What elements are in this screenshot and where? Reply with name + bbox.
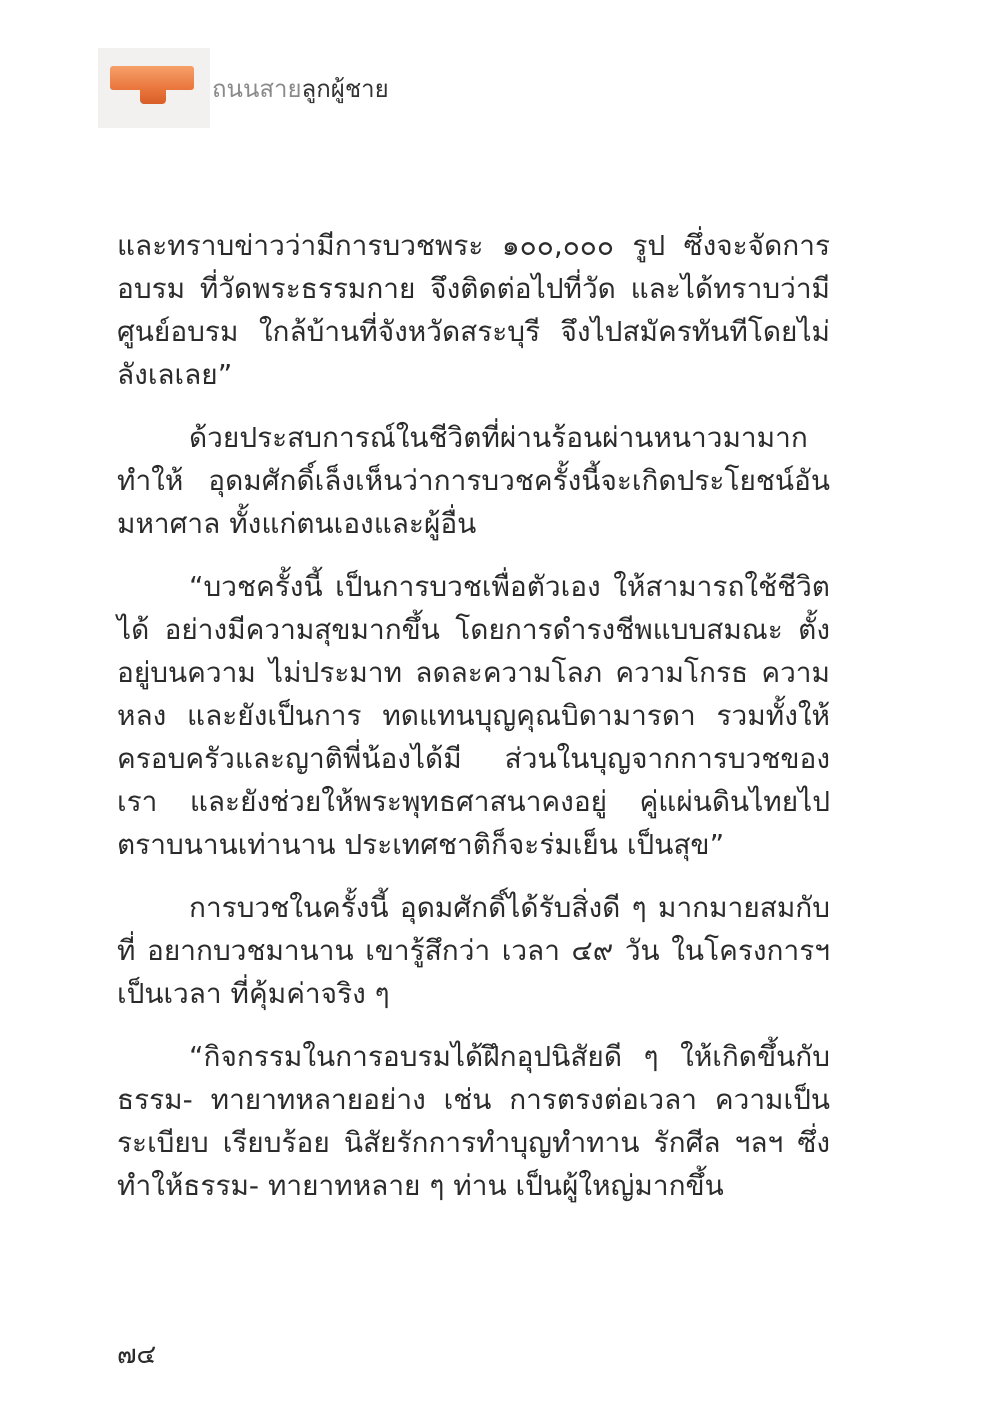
logo-bar-shape <box>110 66 194 90</box>
paragraph-4: การบวชในครั้งนี้ อุดมศักดิ์ได้รับสิ่งดี ๆ มากมายสมกับที่ อยากบวชมานาน เขารู้สึกว่า เวลา ๔๙ วัน ในโครงการฯ เป็นเวลา ที่คุ้มค่าจริง ๆ <box>117 891 830 1010</box>
logo-stem-shape <box>140 90 166 104</box>
paragraph-5: “กิจกรรมในการอบรมได้ฝึกอุปนิสัยดี ๆ ให้เกิดขึ้นกับธรรม- ทายาทหลายอย่าง เช่น การตรงต่อเวลา ความเป็นระเบียบ เรียบร้อย นิสัยรักการทำบุญทำทาน รักศีล ฯลฯ ซึ่งทำให้ธรรม- ทายาทหลาย ๆ ท่าน เป็นผู้ใหญ่มากขึ้น <box>117 1040 830 1202</box>
body-text <box>117 224 830 1207</box>
header-title-light: ถนนสาย <box>212 75 302 103</box>
book-logo-icon <box>98 48 210 128</box>
paragraph-2: ด้วยประสบการณ์ในชีวิตที่ผ่านร้อนผ่านหนาวมามาก ทำให้ อุดมศักดิ์เล็งเห็นว่าการบวชครั้งนี้จะเกิดประโยชน์อันมหาศาล ทั้งแก่ตนเองและผู้อื่น <box>117 421 830 540</box>
running-header <box>98 48 398 128</box>
paragraph-3: “บวชครั้งนี้ เป็นการบวชเพื่อตัวเอง ให้สามารถใช้ชีวิตได้ อย่างมีความสุขมากขึ้น โดยการดำรงชีพแบบสมณะ ตั้งอยู่บนความ ไม่ประมาท ลดละความโลภ ความโกรธ ความหลง และยังเป็นการ ทดแทนบุญคุณบิดามารดา รวมทั้งให้ครอบครัวและญาติพี่น้องได้มี ส่วนในบุญจากการบวชของเรา และยังช่วยให้พระพุทธศาสนาคงอยู่ คู่แผ่นดินไทยไปตราบนานเท่านาน ประเทศชาติก็จะร่มเย็น เป็นสุข” <box>117 570 830 861</box>
page-number: ๗๔ <box>117 1340 157 1370</box>
paragraph-1: และทราบข่าวว่ามีการบวชพระ ๑๐๐,๐๐๐ รูป ซึ่งจะจัดการอบรม ที่วัดพระธรรมกาย จึงติดต่อไปที่วัด และได้ทราบว่ามีศูนย์อบรม ใกล้บ้านที่จังหวัดสระบุรี จึงไปสมัครทันทีโดยไม่ลังเลเลย” <box>117 229 830 391</box>
header-title <box>212 74 389 104</box>
header-title-strong: ลูกผู้ชาย <box>301 75 389 103</box>
